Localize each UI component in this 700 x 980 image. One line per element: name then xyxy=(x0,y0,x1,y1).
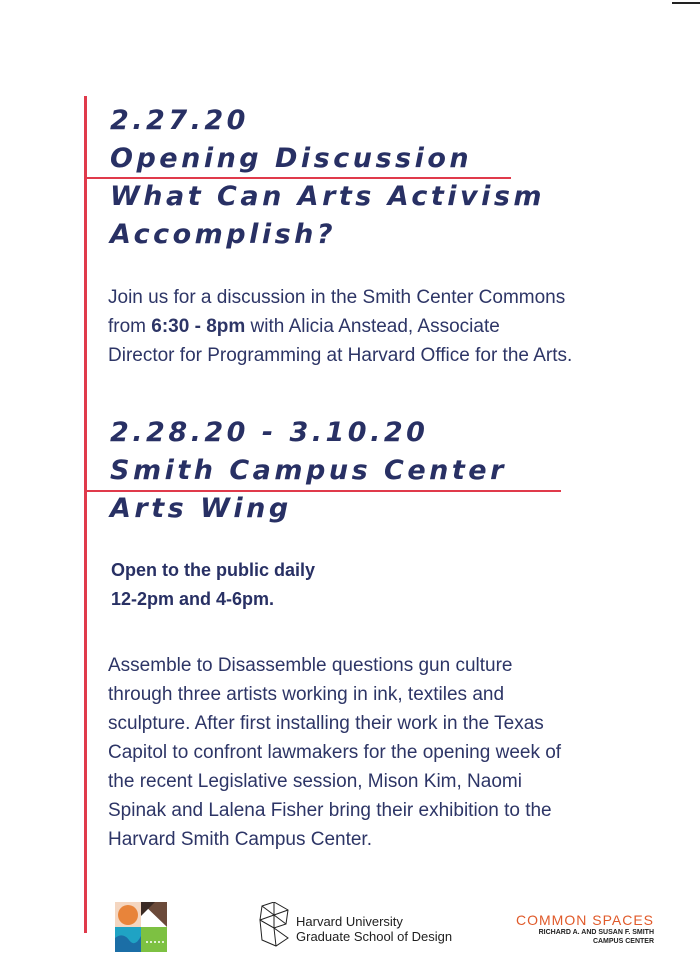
desc-line-1: Assemble to Disassemble questions gun culture xyxy=(108,655,513,676)
common-spaces-logo xyxy=(508,913,654,946)
event2-hours xyxy=(111,556,315,614)
common-spaces-title: COMMON SPACES xyxy=(516,912,654,928)
logo-footer xyxy=(0,895,700,965)
event1-title: Opening Discussion xyxy=(110,143,473,174)
harvard-gsd-logo xyxy=(258,900,478,952)
corner-mark xyxy=(672,2,700,4)
vertical-accent-rule xyxy=(84,96,87,933)
desc-line-3: sculpture. After first installing their work in the Texas xyxy=(108,713,544,734)
exhibition-logo-icon xyxy=(115,902,167,952)
desc-line-4: Capitol to confront lawmakers for the opening week of xyxy=(108,742,562,763)
desc-line-7: Harvard Smith Campus Center. xyxy=(108,829,372,850)
common-spaces-sub2: CAMPUS CENTER xyxy=(592,938,654,945)
desc-line-5: the recent Legislative session, Mison Kim, Naomi xyxy=(108,771,522,792)
gsd-text xyxy=(296,914,452,944)
event2-heading xyxy=(110,414,507,528)
event1-intro: Join us for a discussion in the Smith Center Commons xyxy=(108,287,566,308)
desc-line-2: through three artists working in ink, textiles and xyxy=(108,684,505,705)
hours-line2: 12-2pm and 4-6pm. xyxy=(111,589,275,609)
event1-time-line xyxy=(108,312,678,341)
event2-venue: Smith Campus Center xyxy=(110,455,507,486)
common-spaces-sub1: RICHARD A. AND SUSAN F. SMITH xyxy=(538,929,654,936)
event1-description xyxy=(108,283,678,370)
gsd-line1: Harvard University xyxy=(296,914,403,929)
event1-heading xyxy=(110,102,545,254)
event2-dates: 2.28.20 - 3.10.20 xyxy=(110,417,429,448)
time-prefix: from xyxy=(108,316,146,337)
event1-subtitle-line1: What Can Arts Activism xyxy=(110,181,546,212)
desc-line-6: Spinak and Lalena Fisher bring their exhibition to the xyxy=(108,800,552,821)
time-suffix: with Alicia Anstead, Associate xyxy=(250,316,500,337)
gsd-line2: Graduate School of Design xyxy=(296,929,453,944)
event1-line3: Director for Programming at Harvard Office for the Arts. xyxy=(108,345,573,366)
event1-date: 2.27.20 xyxy=(110,105,249,136)
event1-subtitle-line2: Accomplish? xyxy=(110,219,337,250)
event2-description xyxy=(108,651,678,854)
gsd-mark-icon xyxy=(258,902,292,948)
event1-time: 6:30 - 8pm xyxy=(151,316,246,337)
hours-line1: Open to the public daily xyxy=(111,560,316,580)
event2-wing: Arts Wing xyxy=(110,493,292,524)
